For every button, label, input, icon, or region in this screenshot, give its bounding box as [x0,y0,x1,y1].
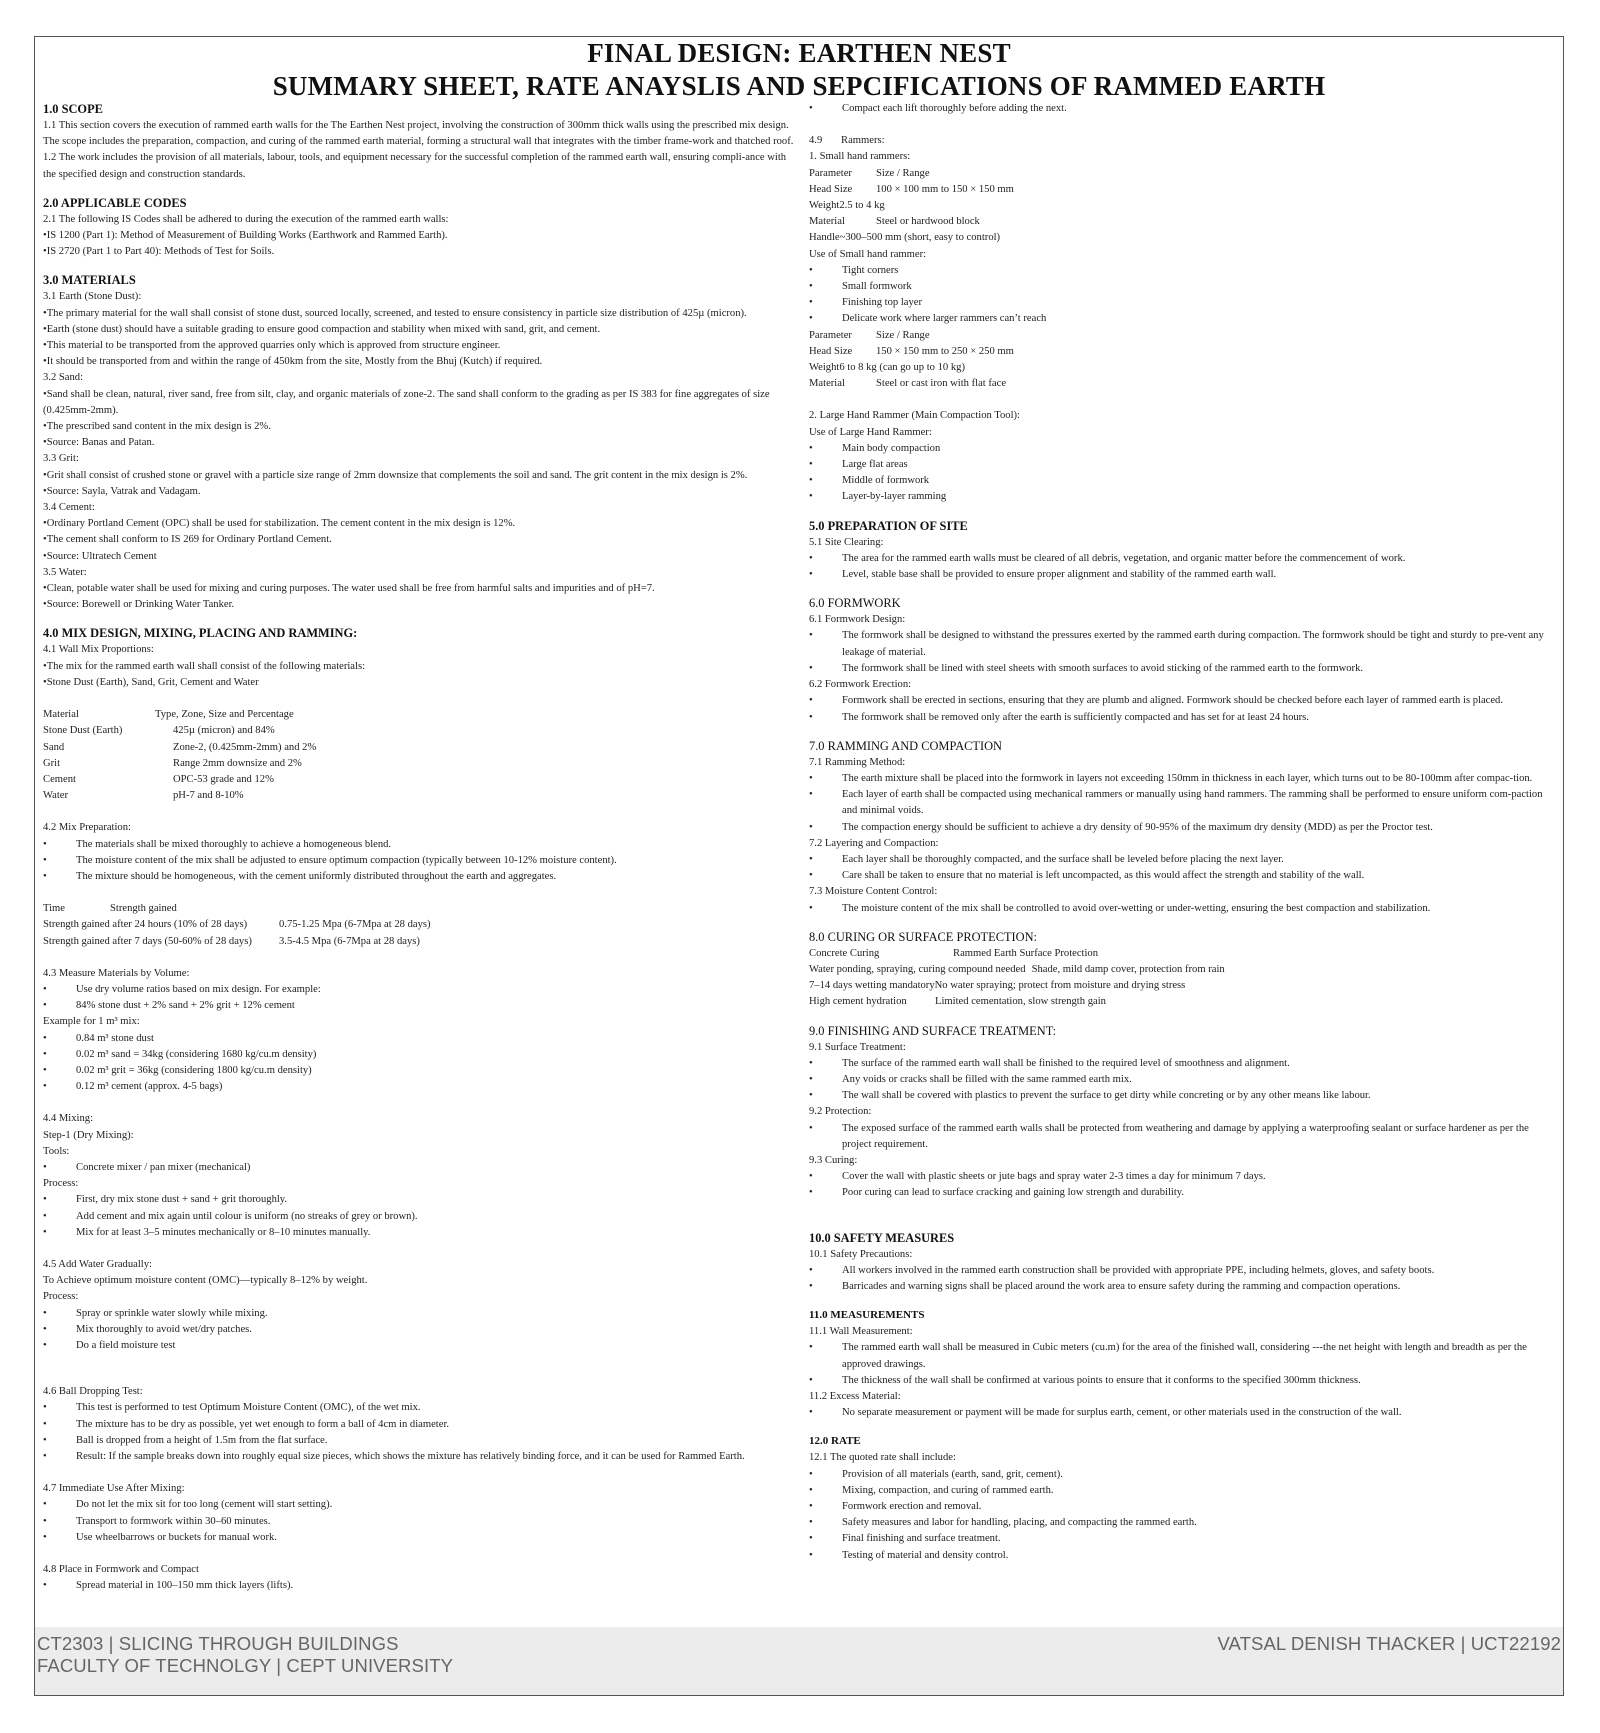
table-cell: 3.5-4.5 Mpa (6-7Mpa at 28 days) [279,935,420,947]
faculty-label: FACULTY OF TECHNOLGY | CEPT UNIVERSITY [37,1655,454,1676]
bullet-item: • Formwork erection and removal. [809,1499,1559,1515]
subheading: 4.6 Ball Dropping Test: [43,1386,143,1398]
text-line: 3.1 Earth (Stone Dust): [43,291,142,303]
text-line: •The primary material for the wall shall consist of stone dust, sourced locally, screened, and tested to ensure consistency in particle size distribution of 425µ (micron). [43,307,747,319]
text-line: Process: [43,1178,79,1190]
section-rammers [809,133,1559,505]
bullet-item: • The moisture content of the mix shall be adjusted to ensure optimum compaction (typically between 10-12% moisture content). [43,853,795,869]
table-cell: Water ponding, spraying, curing compound needed [809,963,1026,975]
section-rate [809,1433,1559,1563]
text-line: 3.4 Cement: [43,502,95,514]
table-row [809,344,1559,360]
table-cell: 7–14 days wetting mandatory [809,980,935,992]
table-cell: Strength gained after 24 hours (10% of 28 days) [43,919,248,931]
section-heading: 5.0 PREPARATION OF SITE [809,518,968,533]
table-row [809,182,1559,198]
subheading: 4.4 Mixing: [43,1113,94,1125]
table-cell: Water [43,790,69,802]
table-cell: Rammed Earth Surface Protection [953,947,1099,959]
subheading: 4.5 Add Water Gradually: [43,1258,152,1270]
table-cell: 425µ (micron) and 84% [173,725,275,737]
table-row [809,230,1559,246]
table-cell: Concrete Curing [809,947,880,959]
section-materials [43,272,795,613]
bullet-item: • Layer-by-layer ramming [809,489,1559,505]
bullet-item: • Large flat areas [809,457,1559,473]
bullet-item: • The moisture content of the mix shall be controlled to avoid over-wetting or under-wetting, ensuring the best compaction and stabilization. [809,901,1559,917]
bullet-item: • Tight corners [809,263,1559,279]
text-line: •Source: Sayla, Vatrak and Vadagam. [43,485,201,497]
bullet-item: • The formwork shall be designed to withstand the pressures exerted by the rammed earth during compaction. The formwork should be tight and sturdy to pre-vent any leakage of material. [809,628,1559,660]
section-heading: 8.0 CURING OR SURFACE PROTECTION: [809,929,1037,944]
table-cell: Size / Range [876,329,930,341]
table-cell: Size / Range [876,167,930,179]
section-codes [43,195,795,261]
table-cell: Strength gained [110,903,177,915]
bullet-item: • First, dry mix stone dust + sand + grit thoroughly. [43,1192,795,1208]
bullet-item: • Testing of material and density control. [809,1548,1559,1564]
bullet-item: • 0.84 m³ stone dust [43,1031,795,1047]
table-cell: Strength gained after 7 days (50-60% of 28 days) [43,935,252,947]
subheading: 11.2 Excess Material: [809,1391,901,1402]
text-line: Example for 1 m³ mix: [43,1016,140,1028]
bullet-item: • Provision of all materials (earth, sand, grit, cement). [809,1467,1559,1483]
sheet-subtitle: SUMMARY SHEET, RATE ANAYSLIS AND SEPCIFICATIONS OF RAMMED EARTH [272,71,1326,101]
text-line: •Stone Dust (Earth), Sand, Grit, Cement and Water [43,676,259,688]
text-line: •IS 2720 (Part 1 to Part 40): Methods of Test for Soils. [43,246,275,258]
footer-left [37,1633,453,1677]
text-line: 1. Small hand rammers: [809,151,911,163]
table-row [809,166,1559,182]
text-line: •Grit shall consist of crushed stone or gravel with a particle size range of 2mm downsize that complements the soil and sand. The grit content in the mix design is 2%. [43,469,748,481]
section-site [809,518,1559,584]
table-header [43,901,795,917]
subheading: 5.1 Site Clearing: [809,536,884,548]
table-cell: Zone-2, (0.425mm-2mm) and 2% [173,741,317,753]
section-curing [809,929,1559,1011]
subheading: 9.2 Protection: [809,1106,872,1118]
text-line: Use of Large Hand Rammer: [809,426,932,438]
table-cell: Weight [809,362,840,374]
bullet-item: • Spread material in 100–150 mm thick layers (lifts). [43,1578,795,1594]
text-line: 3.2 Sand: [43,372,84,384]
paragraph: 1.2 The work includes the provision of all materials, labour, tools, and equipment necessary for the successful completion of the rammed earth wall, ensuring compli-ance with the specified design and construction standards. [43,152,787,180]
bullet-item: • Add cement and mix again until colour is uniform (no streaks of grey or brown). [43,1209,795,1225]
subheading: 4.9 Rammers: [809,135,885,147]
table-row [43,772,795,788]
small-rammer-table [809,166,1559,247]
subheading: 4.8 Place in Formwork and Compact [43,1564,199,1576]
table-cell: Time [43,903,65,915]
table-cell: pH-7 and 8-10% [173,790,244,802]
bullet-item: • Do a field moisture test [43,1338,795,1354]
table-cell: 100 × 100 mm to 150 × 150 mm [876,183,1014,195]
text-line: Process: [43,1291,79,1303]
bullet-item: • 0.02 m³ grit = 36kg (considering 1800 kg/cu.m density) [43,1063,795,1079]
table-cell: Type, Zone, Size and Percentage [155,709,294,721]
text-line: To Achieve optimum moisture content (OMC)—typically 8–12% by weight. [43,1275,368,1287]
table-row [809,198,1559,214]
bullet-item: • The wall shall be covered with plastics to prevent the surface to get dirty while concreting or by any other means like labour. [809,1088,1559,1104]
section-heading: 2.0 APPLICABLE CODES [43,195,187,210]
bullet-item: • The compaction energy should be sufficient to achieve a dry density of 90-95% of the maximum dry density (MDD) as per the Proctor test. [809,820,1559,836]
text-line: 2. Large Hand Rammer (Main Compaction Tool): [809,410,1020,422]
bullet-item: • The surface of the rammed earth wall shall be finished to the required level of smoothness and alignment. [809,1056,1559,1072]
section-safety [809,1230,1559,1296]
bullet-item: • Barricades and warning signs shall be placed around the work area to ensure safety during the ramming and compaction operations. [809,1279,1559,1295]
subheading: 10.1 Safety Precautions: [809,1248,913,1260]
table-row [43,756,795,772]
section-formwork [809,595,1559,725]
bullet-item: • Care shall be taken to ensure that no material is left uncompacted, as this would affect the strength and stability of the wall. [809,868,1559,884]
table-row [809,360,1559,376]
section-heading: 7.0 RAMMING AND COMPACTION [809,738,1002,753]
table-row [809,946,1559,962]
table-row [43,740,795,756]
bullet-item: • Delicate work where larger rammers can’t reach [809,311,1559,327]
table-cell: Limited cementation, slow strength gain [935,996,1106,1008]
table-row [809,978,1559,994]
large-rammer-table [809,328,1559,393]
bullet-item: • This test is performed to test Optimum Moisture Content (OMC), of the wet mix. [43,1400,795,1416]
bullet-item: • Poor curing can lead to surface cracking and gaining low strength and durability. [809,1185,1559,1201]
section-heading: 1.0 SCOPE [43,102,103,116]
bullet-item: • Compact each lift thoroughly before adding the next. [809,101,1559,117]
subheading: 12.1 The quoted rate shall include: [809,1452,956,1464]
bullet-item: • Final finishing and surface treatment. [809,1531,1559,1547]
text-line: Tools: [43,1145,70,1157]
section-heading: 10.0 SAFETY MEASURES [809,1230,955,1245]
table-cell: Range 2mm downsize and 2% [173,757,302,769]
table-cell: 2.5 to 4 kg [839,200,885,212]
bullet-item: • Small formwork [809,279,1559,295]
table-row [43,788,795,804]
section-measurements [809,1307,1559,1421]
bullet-item: • Finishing top layer [809,295,1559,311]
table-cell: ~300–500 mm (short, easy to control) [839,232,1001,244]
sheet-title: FINAL DESIGN: EARTHEN NEST [587,38,1011,68]
summary-sheet [34,36,1564,1696]
bullet-item: • Concrete mixer / pan mixer (mechanical) [43,1160,795,1176]
subheading: 6.1 Formwork Design: [809,614,906,626]
bullet-item: • The exposed surface of the rammed earth walls shall be protected from weathering and damage by applying a waterproofing sealant or surface hardener as per the project requirement. [809,1121,1559,1153]
bullet-item: • The formwork shall be removed only after the earth is sufficiently compacted and has set for at least 24 hours. [809,710,1559,726]
subheading: 9.1 Surface Treatment: [809,1041,906,1053]
bullet-item: • The mixture should be homogeneous, with the cement uniformly distributed throughout the earth and aggregates. [43,869,795,885]
section-heading: 9.0 FINISHING AND SURFACE TREATMENT: [809,1023,1057,1038]
bullet-item: • Mixing, compaction, and curing of rammed earth. [809,1483,1559,1499]
bullet-item: • The thickness of the wall shall be confirmed at various points to ensure that it conforms to the specified 300mm thickness. [809,1373,1559,1389]
text-line: •Sand shall be clean, natural, river sand, free from silt, clay, and organic materials of zone-2. The sand shall conform to the grading as per IS 383 for fine aggregates of size (0.425mm-2mm). [43,388,770,416]
subheading: 7.2 Layering and Compaction: [809,837,939,849]
table-row [43,917,795,933]
bullet-item: • The rammed earth wall shall be measured in Cubic meters (cu.m) for the area of the finished wall, considering ---the net height with length and breadth as per the approved drawings. [809,1340,1559,1372]
text-line: Use of Small hand rammer: [809,248,927,260]
section-scope [43,101,795,183]
text-line: •The prescribed sand content in the mix design is 2%. [43,421,271,433]
text-line: •Source: Borewell or Drinking Water Tanker. [43,599,235,611]
bullet-item: • No separate measurement or payment will be made for surplus earth, cement, or other materials used in the construction of the wall. [809,1405,1559,1421]
subheading: 7.3 Moisture Content Control: [809,886,938,898]
text-line: 3.5 Water: [43,566,87,578]
table-cell: Steel or hardwood block [876,216,980,228]
table-cell: Material [43,709,79,721]
text-line: •Source: Ultratech Cement [43,550,157,562]
subheading: 4.7 Immediate Use After Mixing: [43,1483,185,1495]
footer-bar [35,1627,1563,1695]
bullet-item: • All workers involved in the rammed earth construction shall be provided with appropriate PPE, including helmets, gloves, and safety boots. [809,1263,1559,1279]
bullet-item: • Ball is dropped from a height of 1.5m from the flat surface. [43,1433,795,1449]
table-cell: High cement hydration [809,996,907,1008]
section-heading: 4.0 MIX DESIGN, MIXING, PLACING AND RAMMING: [43,626,358,641]
table-cell: Parameter [809,167,852,179]
bullet-item: • Transport to formwork within 30–60 minutes. [43,1514,795,1530]
table-row [809,962,1559,978]
paragraph: 1.1 This section covers the execution of rammed earth walls for the The Earthen Nest project, involving the construction of 300mm thick walls using the prescribed mix design. The scope includes the preparation, compaction, and curing of the rammed earth material, forming a structural wall that integrates with the timber frame-work and thatched roof. [43,120,794,148]
text-line: •It should be transported from and within the range of 450km from the site, Mostly from the Bhuj (Kutch) if required. [43,356,543,368]
table-cell: 150 × 150 mm to 250 × 250 mm [876,345,1014,357]
section-mix-design [43,625,795,1594]
table-cell: Head Size [809,345,853,357]
bullet-item: • The mixture has to be dry as possible, yet wet enough to form a ball of 4cm in diameter. [43,1417,795,1433]
bullet-item: • Do not let the mix sit for too long (cement will start setting). [43,1497,795,1513]
strength-table [43,901,795,950]
bullet-item: • 0.02 m³ sand = 34kg (considering 1680 kg/cu.m density) [43,1047,795,1063]
course-label: CT2303 | SLICING THROUGH BUILDINGS [37,1633,399,1654]
table-cell: Parameter [809,329,852,341]
table-cell: Stone Dust (Earth) [43,725,123,737]
curing-table [809,946,1559,1011]
text-line: •IS 1200 (Part 1): Method of Measurement of Building Works (Earthwork and Rammed Earth). [43,230,448,242]
text-line: 4.1 Wall Mix Proportions: [43,644,154,656]
bullet-item: • Level, stable base shall be provided to ensure proper alignment and stability of the rammed earth wall. [809,567,1559,583]
table-cell: Material [809,216,845,228]
right-column [809,101,1559,1564]
author-label: VATSAL DENISH THACKER | UCT22192 [1217,1633,1561,1654]
table-row [809,994,1559,1010]
bullet-item: • Middle of formwork [809,473,1559,489]
bullet-item: • Mix thoroughly to avoid wet/dry patches. [43,1322,795,1338]
mix-table [43,707,795,804]
table-row [809,214,1559,230]
bullet-item: • Any voids or cracks shall be filled with the same rammed earth mix. [809,1072,1559,1088]
bullet-item: • The materials shall be mixed thoroughly to achieve a homogeneous blend. [43,837,795,853]
bullet-item: • Use wheelbarrows or buckets for manual work. [43,1530,795,1546]
title-block [35,37,1563,103]
table-cell: Weight [809,200,840,212]
table-row [43,723,795,739]
bullet-item: • Result: If the sample breaks down into roughly equal size pieces, which shows the mixture has relatively binding force, and it can be used for Rammed Earth. [43,1449,795,1465]
subheading: 7.1 Ramming Method: [809,756,906,768]
table-header [43,707,795,723]
bullet-item: • Spray or sprinkle water slowly while mixing. [43,1306,795,1322]
bullet-item: • 0.12 m³ cement (approx. 4-5 bags) [43,1079,795,1095]
text-line: Step-1 (Dry Mixing): [43,1129,134,1141]
table-cell: 0.75-1.25 Mpa (6-7Mpa at 28 days) [279,919,431,931]
bullet-item: • Formwork shall be erected in sections, ensuring that they are plumb and aligned. Formwork should be checked before each layer of rammed earth is placed. [809,693,1559,709]
subheading: 4.2 Mix Preparation: [43,822,131,834]
text-line: 3.3 Grit: [43,453,79,465]
subheading: 4.3 Measure Materials by Volume: [43,967,190,979]
table-row [809,376,1559,392]
table-cell: Material [809,378,845,390]
text-line: •This material to be transported from the approved quarries only which is approved from structure engineer. [43,340,501,352]
bullet-item: • Main body compaction [809,441,1559,457]
table-cell: Handle [809,232,840,244]
table-cell: Shade, mild damp cover, protection from rain [1031,963,1225,975]
bullet-item: • The area for the rammed earth walls must be cleared of all debris, vegetation, and organic matter before the commencement of work. [809,551,1559,567]
table-cell: Sand [43,741,65,753]
bullet-item: • Each layer shall be thoroughly compacted, and the surface shall be leveled before placing the next layer. [809,852,1559,868]
bullet-item: • Mix for at least 3–5 minutes mechanically or 8–10 minutes manually. [43,1225,795,1241]
section-heading: 3.0 MATERIALS [43,273,136,288]
text-line: •Earth (stone dust) should have a suitable grading to ensure good compaction and stability when mixed with sand, grit, and cement. [43,323,601,335]
table-cell: 6 to 8 kg (can go up to 10 kg) [839,362,965,374]
table-cell: Cement [43,773,76,785]
bullet-item: • The formwork shall be lined with steel sheets with smooth surfaces to avoid sticking of the rammed earth to the formwork. [809,661,1559,677]
text-line: •The cement shall conform to IS 269 for Ordinary Portland Cement. [43,534,332,546]
bullet-item: • Safety measures and labor for handling, placing, and compacting the rammed earth. [809,1515,1559,1531]
text-line: •Source: Banas and Patan. [43,437,155,449]
subheading: 6.2 Formwork Erection: [809,679,912,691]
bullet-item: • Each layer of earth shall be compacted using mechanical rammers or manually using hand rammers. The ramming shall be performed to ensure uniform com-paction and minimal voids. [809,787,1559,819]
bullet-item: • The earth mixture shall be placed into the formwork in layers not exceeding 150mm in thickness in each layer, which turns out to be 80-100mm after compac-tion. [809,771,1559,787]
rammers-title: Rammers: [841,135,885,147]
subheading: 11.1 Wall Measurement: [809,1326,913,1338]
section-finishing [809,1023,1559,1202]
text-line: 2.1 The following IS Codes shall be adhered to during the execution of the rammed earth walls: [43,213,449,225]
table-cell: Steel or cast iron with flat face [876,378,1007,390]
text-line: •Ordinary Portland Cement (OPC) shall be used for stabilization. The cement content in the mix design is 12%. [43,518,516,530]
left-column [43,101,795,1594]
section-heading: 6.0 FORMWORK [809,596,901,611]
bullet-item: • 84% stone dust + 2% sand + 2% grit + 12% cement [43,998,795,1014]
bullet-item: • Use dry volume ratios based on mix design. For example: [43,982,795,998]
section-heading: 11.0 MEASUREMENTS [809,1309,925,1322]
section-heading: 12.0 RATE [809,1435,861,1448]
table-cell: No water spraying; protect from moisture and drying stress [934,980,1186,992]
table-cell: Head Size [809,183,853,195]
table-row [809,328,1559,344]
table-cell: Grit [43,757,61,769]
text-line: •The mix for the rammed earth wall shall consist of the following materials: [43,660,366,672]
bullet-item: • Cover the wall with plastic sheets or jute bags and spray water 2-3 times a day for minimum 7 days. [809,1169,1559,1185]
table-row [43,934,795,950]
text-line: •Clean, potable water shall be used for mixing and curing purposes. The water used shall be free from harmful salts and impurities and of pH=7. [43,583,655,595]
table-cell: OPC-53 grade and 12% [173,773,274,785]
subheading: 9.3 Curing: [809,1154,858,1166]
section-ramming [809,738,1559,917]
